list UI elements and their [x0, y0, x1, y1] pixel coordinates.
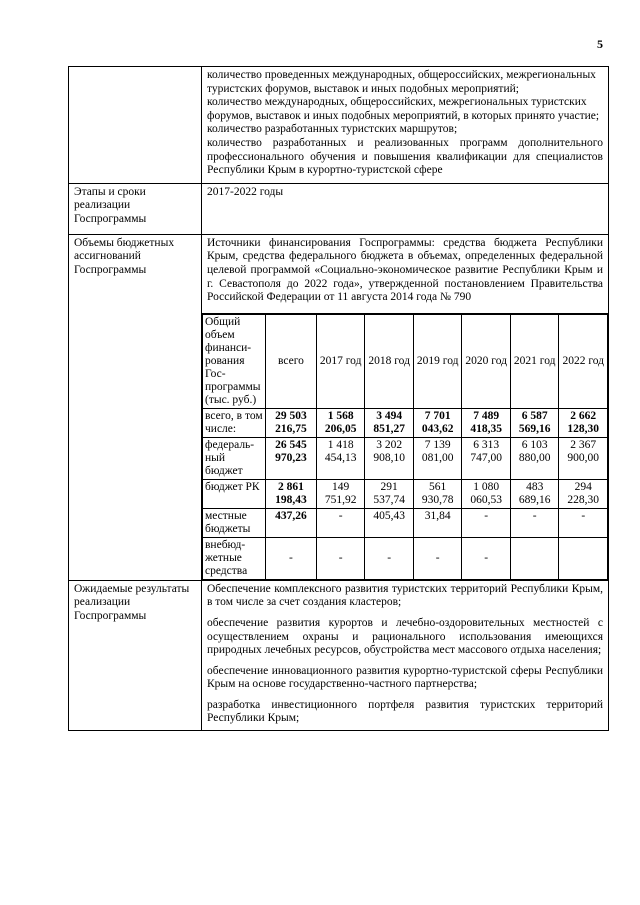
- results-value-cell: [202, 580, 609, 730]
- financing-cell: 7 139 081,00: [413, 437, 462, 479]
- financing-header-year: 2020 год: [462, 314, 511, 408]
- indicators-row: [69, 67, 609, 184]
- financing-header-label: Общий объем финанси-рования Гос-программы (тыс. руб.): [203, 314, 266, 408]
- financing-row-rk: [203, 479, 608, 508]
- stages-label: Этапы и сроки реализации Госпрограммы: [69, 183, 202, 234]
- financing-cell: 31,84: [413, 508, 462, 537]
- financing-cell: 1 568 206,05: [316, 408, 365, 437]
- financing-cell: 1 418 454,13: [316, 437, 365, 479]
- indicators-label-cell: [69, 67, 202, 184]
- financing-cell: 7 701 043,62: [413, 408, 462, 437]
- results-label: Ожидаемые результаты реализации Госпрограммы: [69, 580, 202, 730]
- financing-cell: 483 689,16: [510, 479, 559, 508]
- result-item: Обеспечение комплексного развития туристских территорий Республики Крым, в том числе за счет создания кластеров;: [207, 582, 603, 609]
- financing-header-year: 2019 год: [413, 314, 462, 408]
- financing-cell: [559, 537, 608, 579]
- financing-cell: 2 861 198,43: [266, 479, 317, 508]
- financing-cell: -: [316, 537, 365, 579]
- financing-row-label: внебюд-жетные средства: [203, 537, 266, 579]
- financing-header-year: 2021 год: [510, 314, 559, 408]
- financing-cell: 437,26: [266, 508, 317, 537]
- budget-sources-text: Источники финансирования Госпрограммы: средства бюджета Республики Крым, средства федерального бюджета в объемах, определенных федеральной целевой программой «Социально-экономическое развитие Республики Крым и г. Севастополя до 2022 года», утвержденной постановлением Правительства Российской Федерации от 11 августа 2014 года № 790: [202, 234, 609, 313]
- budget-label: Объемы бюджетных ассигнований Госпрограммы: [69, 234, 202, 580]
- financing-cell: 405,43: [365, 508, 414, 537]
- financing-cell: 2 662 128,30: [559, 408, 608, 437]
- financing-header-year: 2022 год: [559, 314, 608, 408]
- stages-value: 2017-2022 годы: [202, 183, 609, 234]
- financing-cell: [510, 537, 559, 579]
- financing-cell: -: [316, 508, 365, 537]
- financing-cell: -: [413, 537, 462, 579]
- financing-cell: 561 930,78: [413, 479, 462, 508]
- financing-header-total: всего: [266, 314, 317, 408]
- budget-row: [69, 234, 609, 313]
- financing-cell: 6 313 747,00: [462, 437, 511, 479]
- financing-cell: 1 080 060,53: [462, 479, 511, 508]
- financing-header-year: 2018 год: [365, 314, 414, 408]
- financing-row-total: [203, 408, 608, 437]
- financing-row-extrabudget: [203, 537, 608, 579]
- financing-cell: 294 228,30: [559, 479, 608, 508]
- indicator-item: количество разработанных туристских маршрутов;: [207, 123, 458, 136]
- financing-cell: -: [266, 537, 317, 579]
- financing-row-federal: [203, 437, 608, 479]
- page-number: 5: [597, 37, 603, 51]
- financing-table-cell: [202, 313, 609, 580]
- financing-cell: 3 202 908,10: [365, 437, 414, 479]
- stages-row: [69, 183, 609, 234]
- financing-cell: -: [462, 508, 511, 537]
- financing-row-label: бюджет РК: [203, 479, 266, 508]
- financing-cell: 149 751,92: [316, 479, 365, 508]
- financing-row-label: всего, в том числе:: [203, 408, 266, 437]
- financing-cell: -: [365, 537, 414, 579]
- indicators-value-cell: [202, 67, 609, 184]
- indicator-item: количество международных, общероссийских, межрегиональных туристских форумов, выставок и иных подобных мероприятий, в которых принято участие;: [207, 96, 600, 122]
- financing-row-label: местные бюджеты: [203, 508, 266, 537]
- financing-cell: -: [510, 508, 559, 537]
- financing-header-year: 2017 год: [316, 314, 365, 408]
- financing-cell: 2 367 900,00: [559, 437, 608, 479]
- financing-cell: 29 503 216,75: [266, 408, 317, 437]
- financing-cell: 3 494 851,27: [365, 408, 414, 437]
- result-item: обеспечение развития курортов и лечебно-оздоровительных местностей с осуществлением охраны и рационального использования имеющихся природных лечебных ресурсов, обустройства мест массового отдыха населения;: [207, 616, 603, 657]
- financing-cell: -: [559, 508, 608, 537]
- result-item: обеспечение инновационного развития курортно-туристской сферы Республики Крым на основе государственно-частного партнерства;: [207, 664, 603, 691]
- financing-header-row: [203, 314, 608, 408]
- financing-cell: 26 545 970,23: [266, 437, 317, 479]
- financing-cell: 7 489 418,35: [462, 408, 511, 437]
- financing-table: [202, 314, 608, 580]
- result-item: разработка инвестиционного портфеля развития туристских территорий Республики Крым;: [207, 698, 603, 725]
- indicator-item: количество разработанных и реализованных программ дополнительного профессионального обучения и повышения квалификации для специалистов Республики Крым в курортно-туристской сфере: [207, 136, 603, 177]
- financing-cell: 291 537,74: [365, 479, 414, 508]
- passport-table: [68, 66, 609, 731]
- financing-cell: 6 103 880,00: [510, 437, 559, 479]
- financing-row-local: [203, 508, 608, 537]
- indicator-item: количество проведенных международных, общероссийских, межрегиональных туристских форумов, выставок и иных подобных мероприятий;: [207, 69, 596, 95]
- financing-row-label: федераль-ный бюджет: [203, 437, 266, 479]
- results-row: [69, 580, 609, 730]
- financing-cell: 6 587 569,16: [510, 408, 559, 437]
- financing-cell: -: [462, 537, 511, 579]
